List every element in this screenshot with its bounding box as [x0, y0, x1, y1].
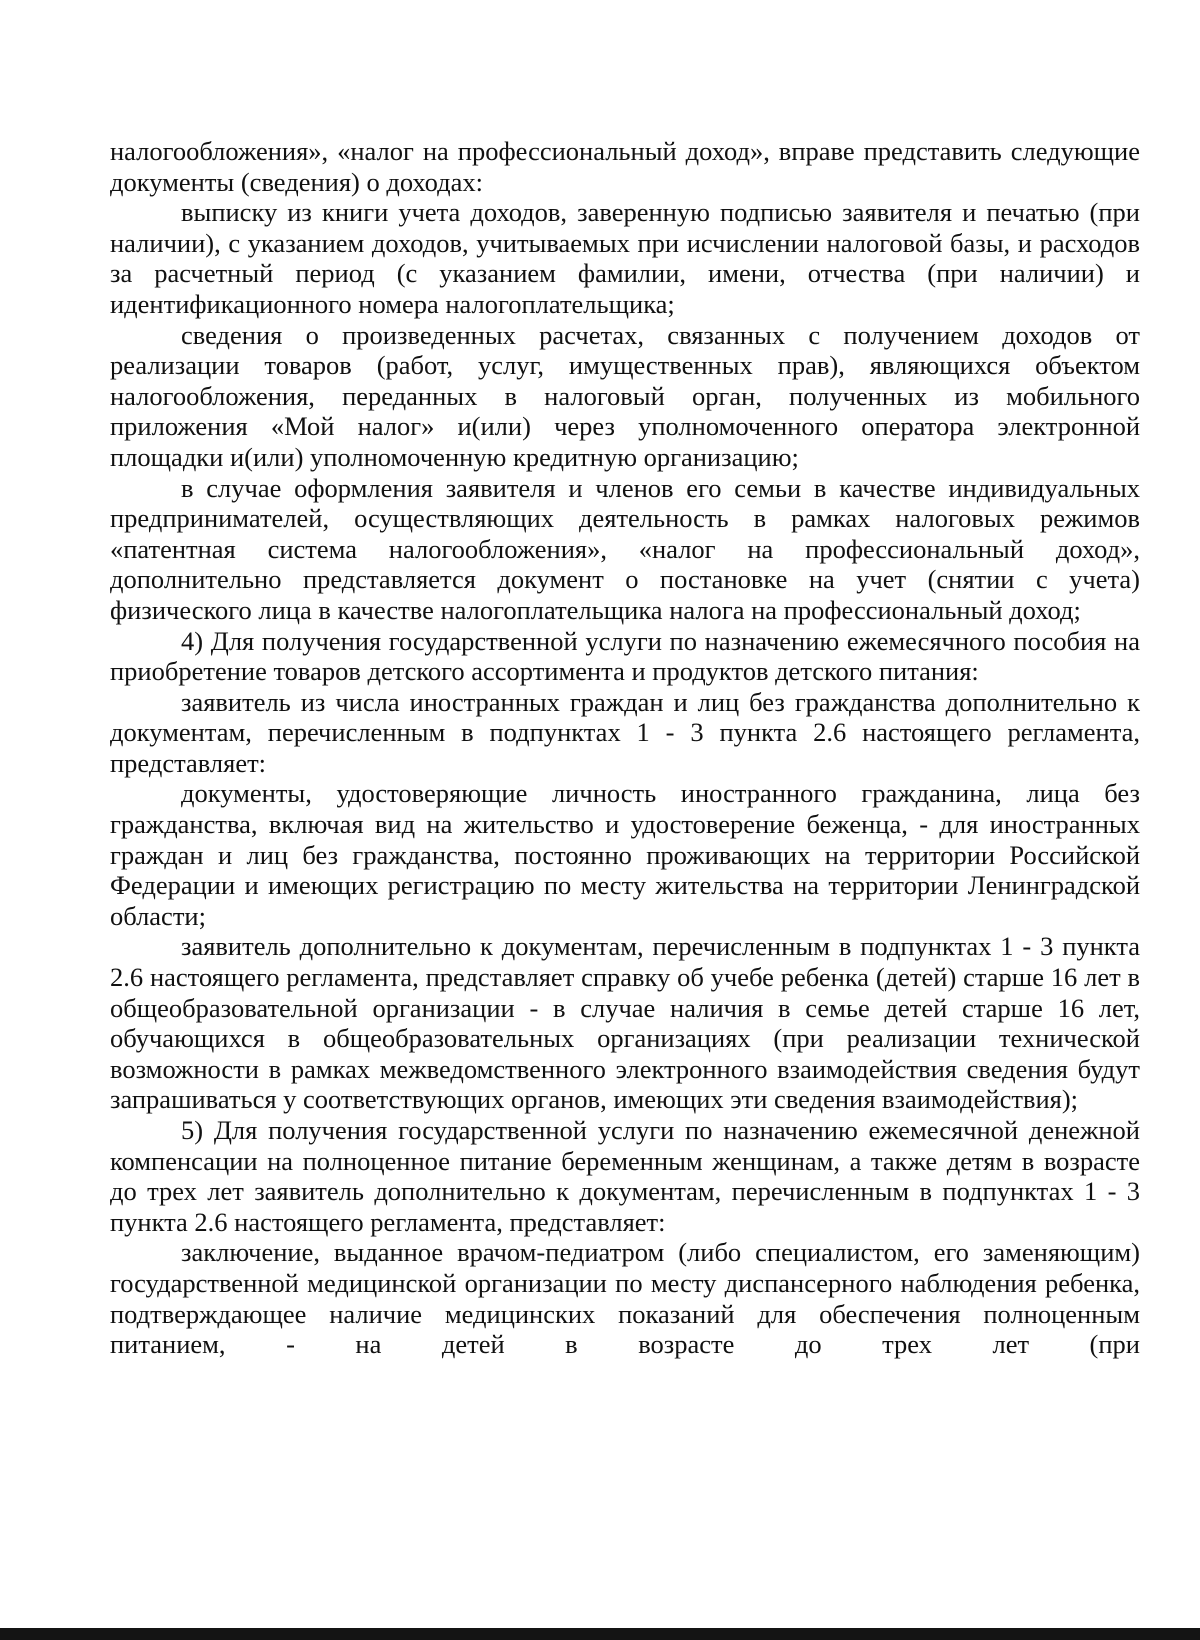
document-text [110, 136, 1140, 1360]
paragraph-item-4: 4) Для получения государственной услуги по назначению ежемесячного пособия на приобретение товаров детского ассортимента и продуктов детского питания: [110, 625, 1140, 687]
paragraph-continuation: налогообложения», «налог на профессиональный доход», вправе представить следующие документы (сведения) о доходах: [110, 136, 1140, 197]
paragraph-pediatrician-conclusion: заключение, выданное врачом-педиатром (либо специалистом, его заменяющим) государственной медицинской организации по месту диспансерного наблюдения ребенка, подтверждающее наличие медицинских показаний для обеспечения полноценным питанием, - на детей в возрасте до трех лет (при [110, 1237, 1140, 1360]
scan-bottom-edge [0, 1628, 1200, 1640]
paragraph-education-certificate: заявитель дополнительно к документам, перечисленным в подпунктах 1 - 3 пункта 2.6 настоящего регламента, представляет справку об учебе ребенка (детей) старше 16 лет в общеобразовательной организации - в случае наличия в семье детей старше 16 лет, обучающихся в общеобразовательных организациях (при реализации технической возможности в рамках межведомственного электронного взаимодействия сведения будут запрашиваться у соответствующих органов, имеющих эти сведения взаимодействия); [110, 931, 1140, 1115]
paragraph-foreign-applicant: заявитель из числа иностранных граждан и лиц без гражданства дополнительно к документам, перечисленным в подпунктах 1 - 3 пункта 2.6 настоящего регламента, представляет: [110, 686, 1140, 778]
paragraph-item-5: 5) Для получения государственной услуги по назначению ежемесячной денежной компенсации на полноценное питание беременным женщинам, а также детям в возрасте до трех лет заявитель дополнительно к документам, перечисленным в подпунктах 1 - 3 пункта 2.6 настоящего регламента, представляет: [110, 1115, 1140, 1237]
paragraph-entrepreneur-registration: в случае оформления заявителя и членов его семьи в качестве индивидуальных предпринимателей, осуществляющих деятельность в рамках налоговых режимов «патентная система налогообложения», «налог на профессиональный доход», дополнительно представляется документ о постановке на учет (снятии с учета) физического лица в качестве налогоплательщика налога на профессиональный доход; [110, 472, 1140, 625]
paragraph-settlements-info: сведения о произведенных расчетах, связанных с получением доходов от реализации товаров (работ, услуг, имущественных прав), являющихся объектом налогообложения, переданных в налоговый орган, полученных из мобильного приложения «Мой налог» и(или) через уполномоченного оператора электронной площадки и(или) уполномоченную кредитную организацию; [110, 319, 1140, 472]
paragraph-identity-documents: документы, удостоверяющие личность иностранного гражданина, лица без гражданства, включая вид на жительство и удостоверение беженца, - для иностранных граждан и лиц без гражданства, постоянно проживающих на территории Российской Федерации и имеющих регистрацию по месту жительства на территории Ленинградской области; [110, 778, 1140, 931]
paragraph-income-book-extract: выписку из книги учета доходов, заверенную подписью заявителя и печатью (при наличии), с указанием доходов, учитываемых при исчислении налоговой базы, и расходов за расчетный период (с указанием фамилии, имени, отчества (при наличии) и идентификационного номера налогоплательщика; [110, 197, 1140, 319]
